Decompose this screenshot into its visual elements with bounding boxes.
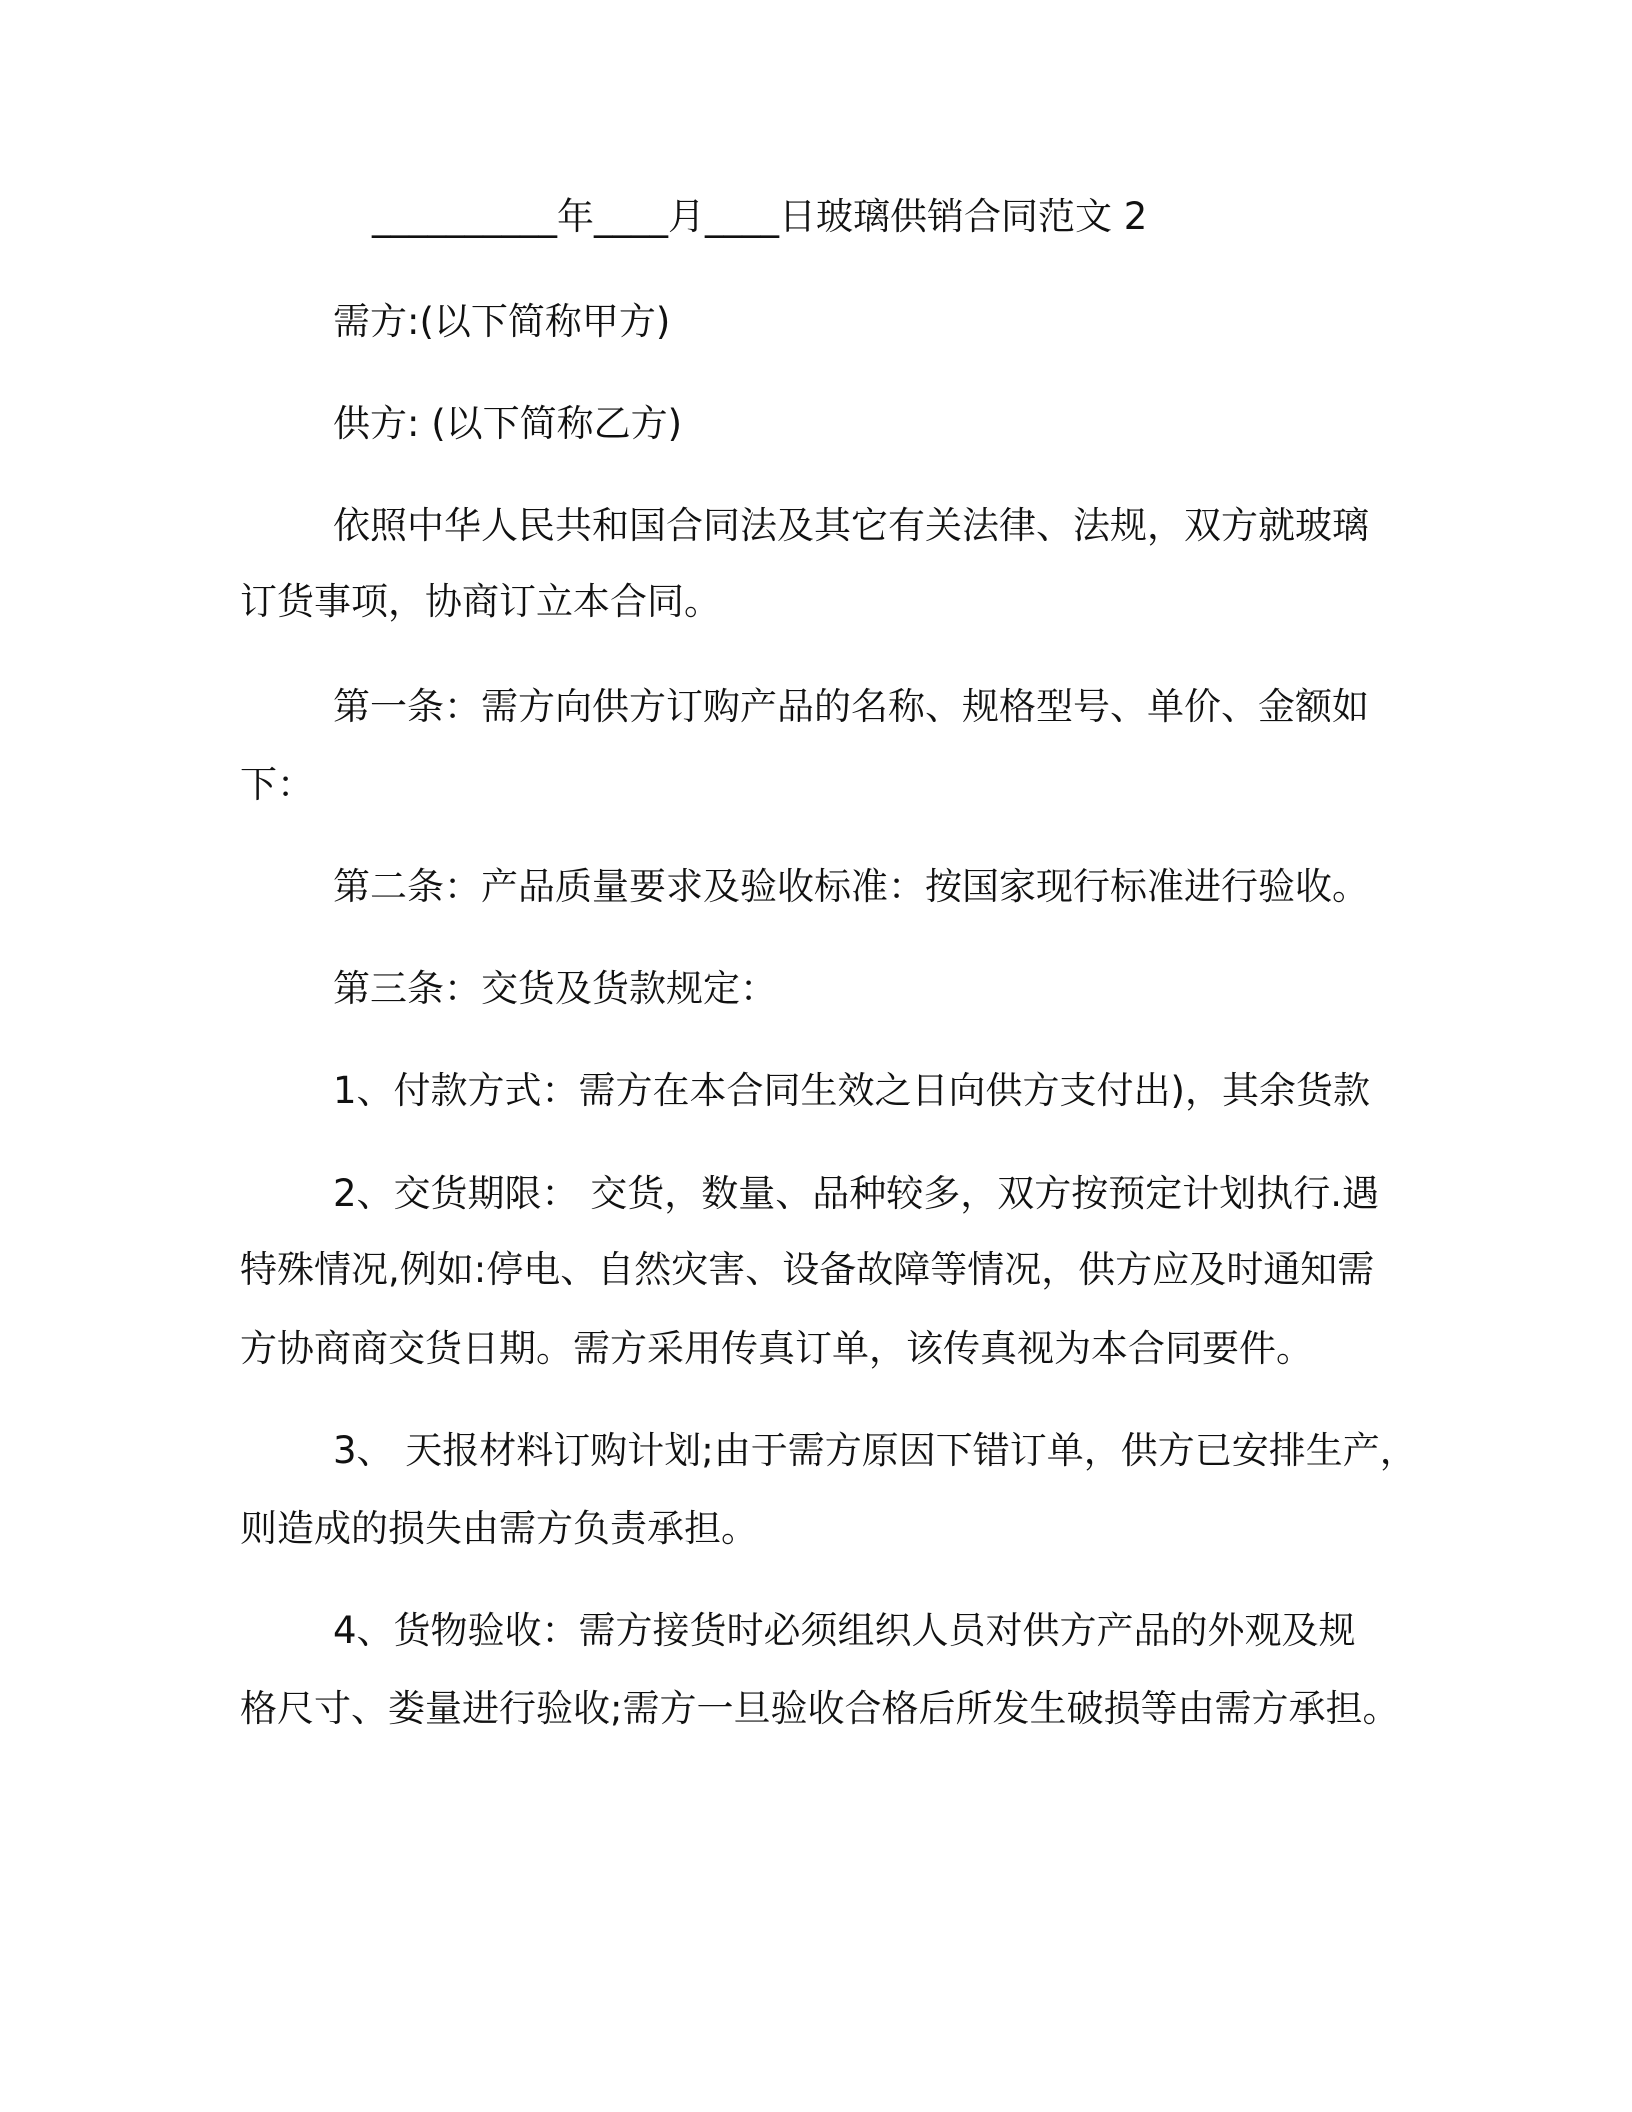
supply-party-line: 供方: (以下简称乙方)	[333, 402, 683, 445]
article-1-line-2: 下：	[240, 763, 314, 806]
clause-2-line-1: 2、交货期限： 交货，数量、品种较多，双方按预定计划执行.遇	[333, 1172, 1380, 1215]
clause-3-line-2: 则造成的损失由需方负责承担。	[240, 1507, 758, 1550]
clause-1-line: 1、付款方式：需方在本合同生效之日向供方支付出)，其余货款	[333, 1069, 1370, 1112]
clause-4-line-1: 4、货物验收：需方接货时必须组织人员对供方产品的外观及规	[333, 1609, 1356, 1652]
clause-2-line-2: 特殊情况,例如:停电、自然灾害、设备故障等情况，供方应及时通知需	[240, 1248, 1375, 1291]
clause-2-line-3: 方协商商交货日期。需方采用传真订单，该传真视为本合同要件。	[240, 1327, 1313, 1370]
clause-4-line-2: 格尺寸、娄量进行验收;需方一旦验收合格后所发生破损等由需方承担。	[240, 1687, 1400, 1730]
article-2-line: 第二条：产品质量要求及验收标准：按国家现行标准进行验收。	[333, 865, 1369, 908]
document-title: __________年____月____日玻璃供销合同范文 2	[372, 195, 1148, 238]
preamble-line-2: 订货事项，协商订立本合同。	[240, 580, 721, 623]
article-3-line: 第三条：交货及货款规定：	[333, 967, 777, 1010]
preamble-line-1: 依照中华人民共和国合同法及其它有关法律、法规，双方就玻璃	[333, 504, 1369, 547]
clause-3-line-1: 3、 天报材料订购计划;由于需方原因下错订单，供方已安排生产，	[333, 1429, 1417, 1472]
article-1-line-1: 第一条：需方向供方订购产品的名称、规格型号、单价、金额如	[333, 685, 1369, 728]
demand-party-line: 需方:(以下简称甲方)	[333, 300, 671, 343]
